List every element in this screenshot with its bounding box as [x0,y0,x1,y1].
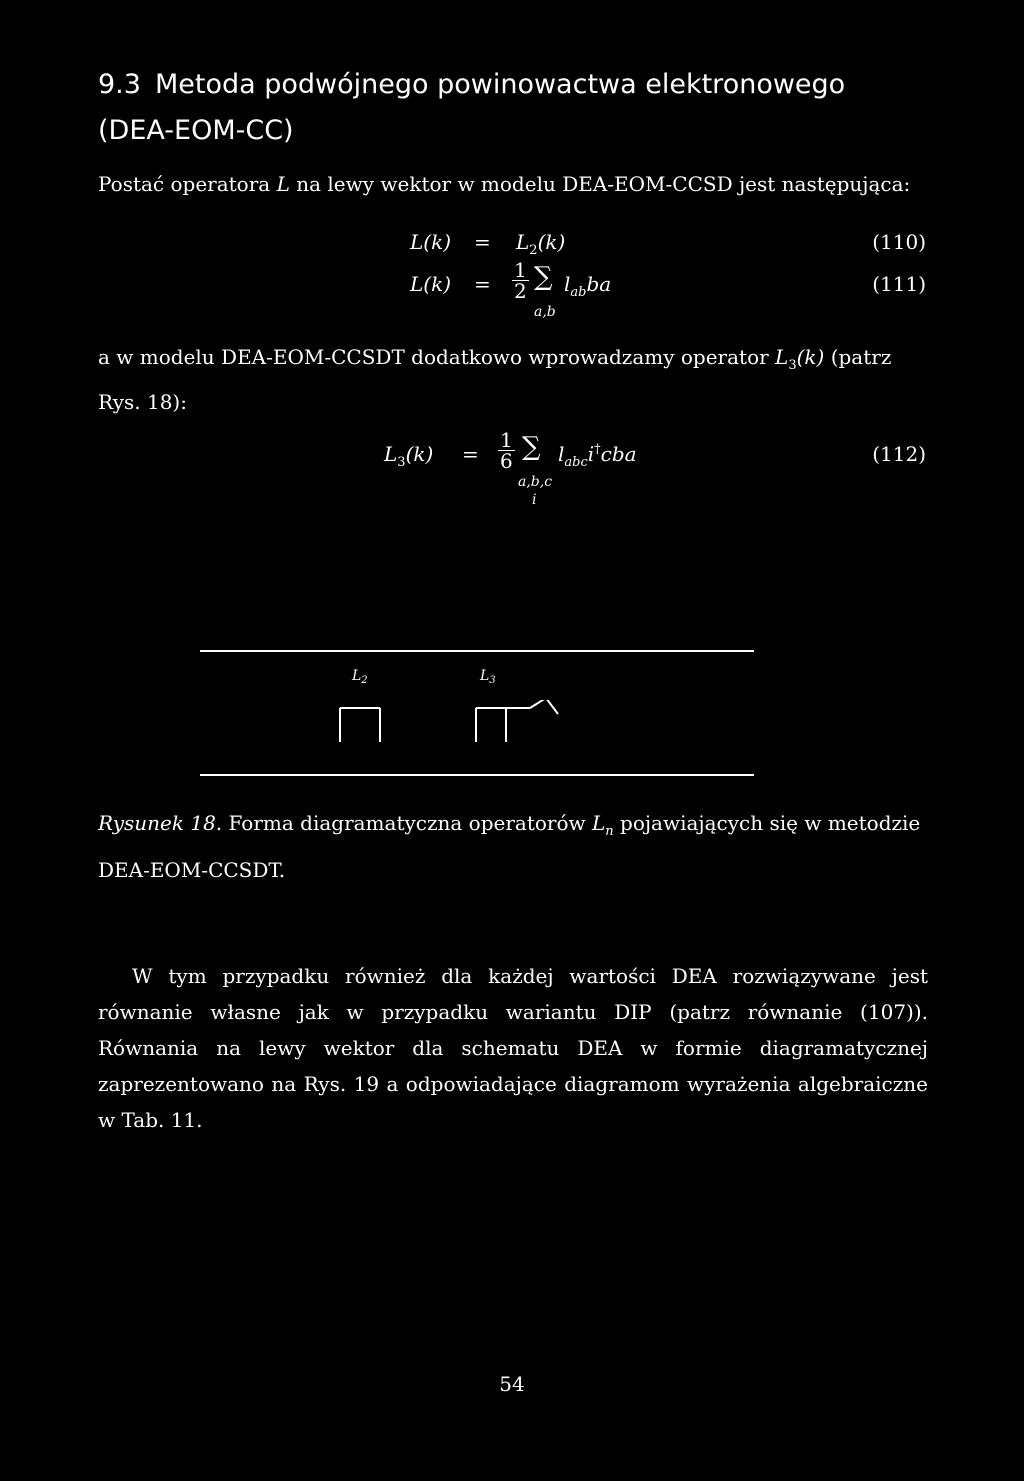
eq111-fraction: $\frac{1}{2}$ [514,258,527,303]
figure-bottom-rule [200,774,754,776]
eq111-term: $l_{ab}ba$ [564,272,612,300]
paragraph-2: a w modelu DEA-EOM-CCSDT dodatkowo wprowadzamy operator $L_3(k)$ (patrz Rys. 18): [98,345,892,414]
diagram-L2 [340,708,380,742]
intro-text-before: Postać operatora [98,172,277,196]
eq112-equals: = [462,442,479,466]
para2-text1: a w modelu DEA-EOM-CCSDT dodatkowo wprowadzamy operator [98,345,776,369]
eq111-sum-index: a,b [534,304,556,320]
diagram-label-L2: $L_2$ [352,668,368,686]
section-heading [98,62,938,154]
eq112-term: $l_{abc}i^\dagger cba$ [558,442,637,470]
eq112-lhs: $L_3(k)$ [384,442,434,470]
eq111-sigma: ∑ [534,262,553,292]
section-title-line2: (DEA-EOM-CC) [98,115,294,146]
page-number: 54 [499,1372,525,1396]
eq110-equals: = [474,230,491,254]
eq112-fraction: $\frac{1}{6}$ [500,428,513,473]
section-title-line1: Metoda podwójnego powinowactwa elektronowego [154,69,846,100]
eq112-sum-index1: a,b,c [518,474,553,490]
diagram-label-L3: $L_3$ [480,668,496,686]
intro-text-after: na lewy wektor w modelu DEA-EOM-CCSD jest następująca: [289,172,911,196]
eq111-lhs: L(k) [410,272,452,296]
equation-112 [0,428,1024,518]
eq112-sigma: ∑ [522,432,541,462]
section-number: 9.3 [98,69,141,100]
intro-paragraph [98,166,938,202]
para2-text2: (patrz Rys. 18): [98,345,892,414]
eq111-number: (111) [872,272,926,296]
eq110-rhs: $L_2(k)$ [516,230,566,258]
eq112-number: (112) [872,442,926,466]
eq112-sum-index2: i [532,492,537,508]
caption-label: Rysunek 18. [98,811,223,835]
eq111-equals: = [474,272,491,296]
final-paragraph: W tym przypadku również dla każdej wartości DEA rozwiązywane jest równanie własne jak w przypadku wariantu DIP (patrz równanie (107)). Równania na lewy wektor dla schematu DEA w formie diagramatycznej zaprezentowano na Rys. 19 a odpowiadające diagramom wyrażenia algebraiczne w Tab. 11. [98,964,928,1132]
figure-top-rule [200,650,754,652]
figure-caption: Rysunek 18. Forma diagramatyczna operatorów $L_n$ pojawiających się w metodzie DEA-EOM-CCSDT. [98,811,921,882]
eq110-lhs: L(k) [410,230,452,254]
intro-var: L [276,172,290,196]
diagram-L3 [476,700,558,742]
figure-diagrams [330,700,570,752]
equation-111 [0,260,1024,330]
eq110-number: (110) [872,230,926,254]
para2-op: L [775,345,789,369]
